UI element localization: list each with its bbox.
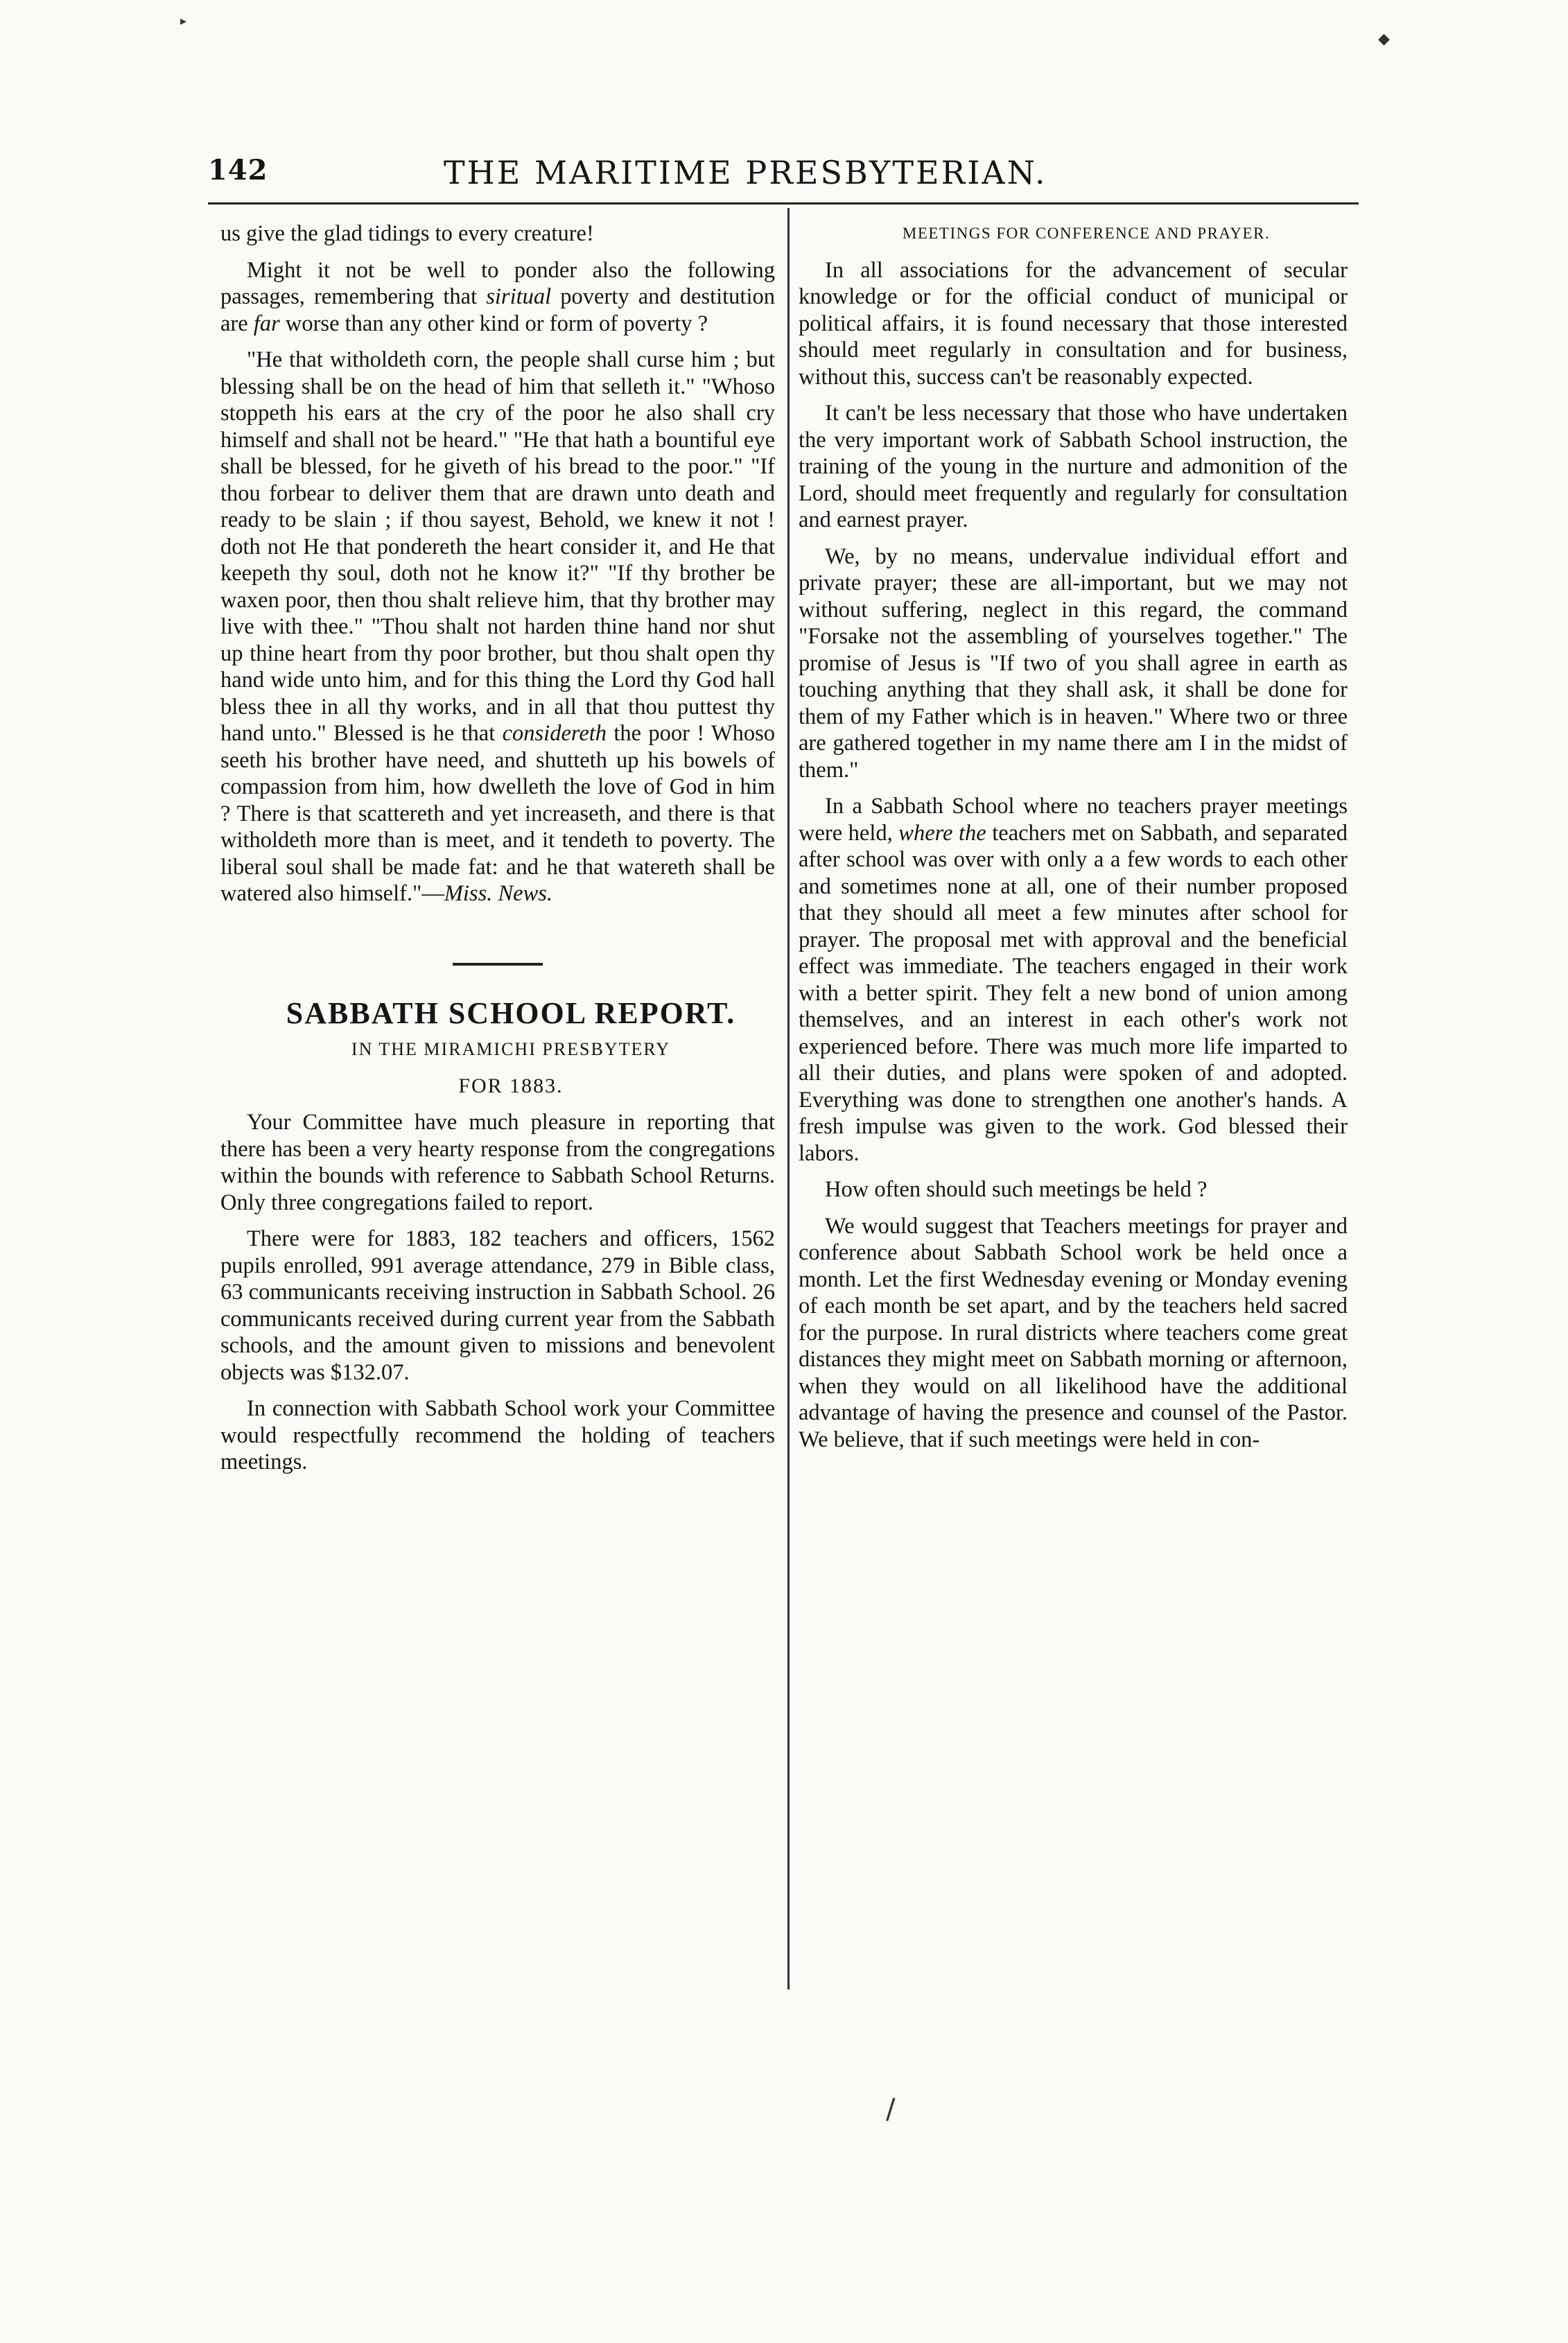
left-paragraph-2: Might it not be well to ponder also the following passages, remembering that siritual poverty and destitution are far worse than any other kind or form of poverty ?	[220, 257, 775, 336]
left-paragraph-6: In connection with Sabbath School work your Committee would respectfully recommend the holding of teachers meetings.	[220, 1396, 775, 1474]
page-header	[208, 154, 1359, 198]
right-paragraph-2: It can't be less necessary that those who have undertaken the very important work of Sabbath School instruction, the training of the young in the nurture and admonition of the Lord, should meet frequently and regularly for consultation and earnest prayer.	[799, 401, 1348, 532]
scan-mark-bottom: /	[886, 2093, 896, 2125]
report-subtitle: IN THE MIRAMICHI PRESBYTERY	[351, 1039, 671, 1059]
source-citation: Miss. News.	[444, 881, 553, 906]
running-title: THE MARITIME PRESBYTERIAN.	[444, 154, 1047, 191]
right-paragraph-3: We, by no means, undervalue individual effort and private prayer; these are all-important, but we may not without suffering, neglect in this regard, the command "Forsake not the assembling of yourselves together." The promise of Jesus is "If two of you shall agree in earth as touching anything that they shall ask, it shall be done for them of my Father which is in heaven." Where two or three are gathered together in my name there am I in the midst of them."	[799, 543, 1348, 783]
right-paragraph-5: How often should such meetings be held ?	[825, 1177, 1208, 1202]
right-paragraph-1: In all associations for the advancement of secular knowledge or for the official conduct of municipal or political affairs, it is found necessary that those interested should meet regularly in consultation and for business, without this, success can't be reasonably expected.	[799, 257, 1348, 390]
report-title: SABBATH SCHOOL REPORT.	[286, 995, 736, 1030]
left-paragraph-1: us give the glad tidings to every creature!	[220, 221, 594, 246]
left-paragraph-4: Your Committee have much pleasure in reporting that there has been a very hearty response from the congregations within the bounds with reference to Sabbath School Returns. Only three congregations failed to report.	[220, 1110, 775, 1215]
section-divider	[453, 963, 543, 966]
right-paragraph-4: In a Sabbath School where no teachers prayer meetings were held, where the teachers met on Sabbath, and separated after school was over with only a a few words to each other and sometimes none at all, one of their number proposed that they should all meet a few minutes after school for prayer. The proposal met with approval and the beneficial effect was immediate. The teachers engaged in their work with a better spirit. They felt a new bond of union among themselves, and an interest in each other's work not experienced before. There was much more life imparted to all their duties, and plans were spoken of and adopted. Everything was done to strengthen one another's hands. A fresh impulse was given to the work. God blessed their labors.	[799, 794, 1348, 1166]
report-year: FOR 1883.	[458, 1074, 564, 1097]
header-rule	[208, 202, 1359, 204]
left-paragraph-5: There were for 1883, 182 teachers and officers, 1562 pupils enrolled, 991 average attendance, 279 in Bible class, 63 communicants receiving instruction in Sabbath School. 26 communicants received during current year from the Sabbath schools, and the amount given to missions and benevolent objects was $132.07.	[220, 1226, 775, 1385]
right-column	[799, 220, 1348, 1463]
page-number: 142	[208, 154, 268, 186]
right-paragraph-6: We would suggest that Teachers meetings for prayer and conference about Sabbath School work be held once a month. Let the first Wednesday evening or Monday evening of each month be set apart, and by the teachers held sacred for the purpose. In rural districts where teachers come great distances they might meet on Sabbath morning or afternoon, when they would on all likelihood have the additional advantage of having the presence and counsel of the Pastor. We believe, that if such meetings were held in con-	[799, 1213, 1348, 1452]
scan-mark-top-left: ▸	[180, 14, 187, 28]
scan-mark-top-right: ◆	[1378, 31, 1390, 48]
right-section-heading: MEETINGS FOR CONFERENCE AND PRAYER.	[902, 225, 1271, 242]
column-divider	[787, 208, 790, 1989]
left-paragraph-3: "He that witholdeth corn, the people shall curse him ; but blessing shall be on the head of him that selleth it." "Whoso stoppeth his ears at the cry of the poor he also shall cry himself and shall not be heard." "He that hath a bountiful eye shall be blessed, for he giveth of his bread to the poor." "If thou forbear to deliver them that are drawn unto death and ready to be slain ; if thou sayest, Behold, we knew it not ! doth not He that pondereth the heart consider it, and He that keepeth thy soul, doth not he know it?" "If thy brother be waxen poor, then thou shalt relieve him, that thy brother may live with thee." "Thou shalt not harden thine hand nor shut up thine heart from thy poor brother, but thou shalt open thy hand wide unto him, and for this thing the Lord thy God hall bless thee in all thy works, and in all that thou puttest thy hand unto." Blessed is he that considereth the poor ! Whoso seeth his brother have need, and shutteth up his bowels of compassion from him, how dwelleth the love of God in him ? There is that scattereth and yet increaseth, and there is that witholdeth more than is meet, and it tendeth to poverty. The liberal soul shall be made fat: and he that watereth shall be watered also himself."—Miss. News.	[220, 347, 775, 906]
left-column	[220, 220, 775, 1486]
